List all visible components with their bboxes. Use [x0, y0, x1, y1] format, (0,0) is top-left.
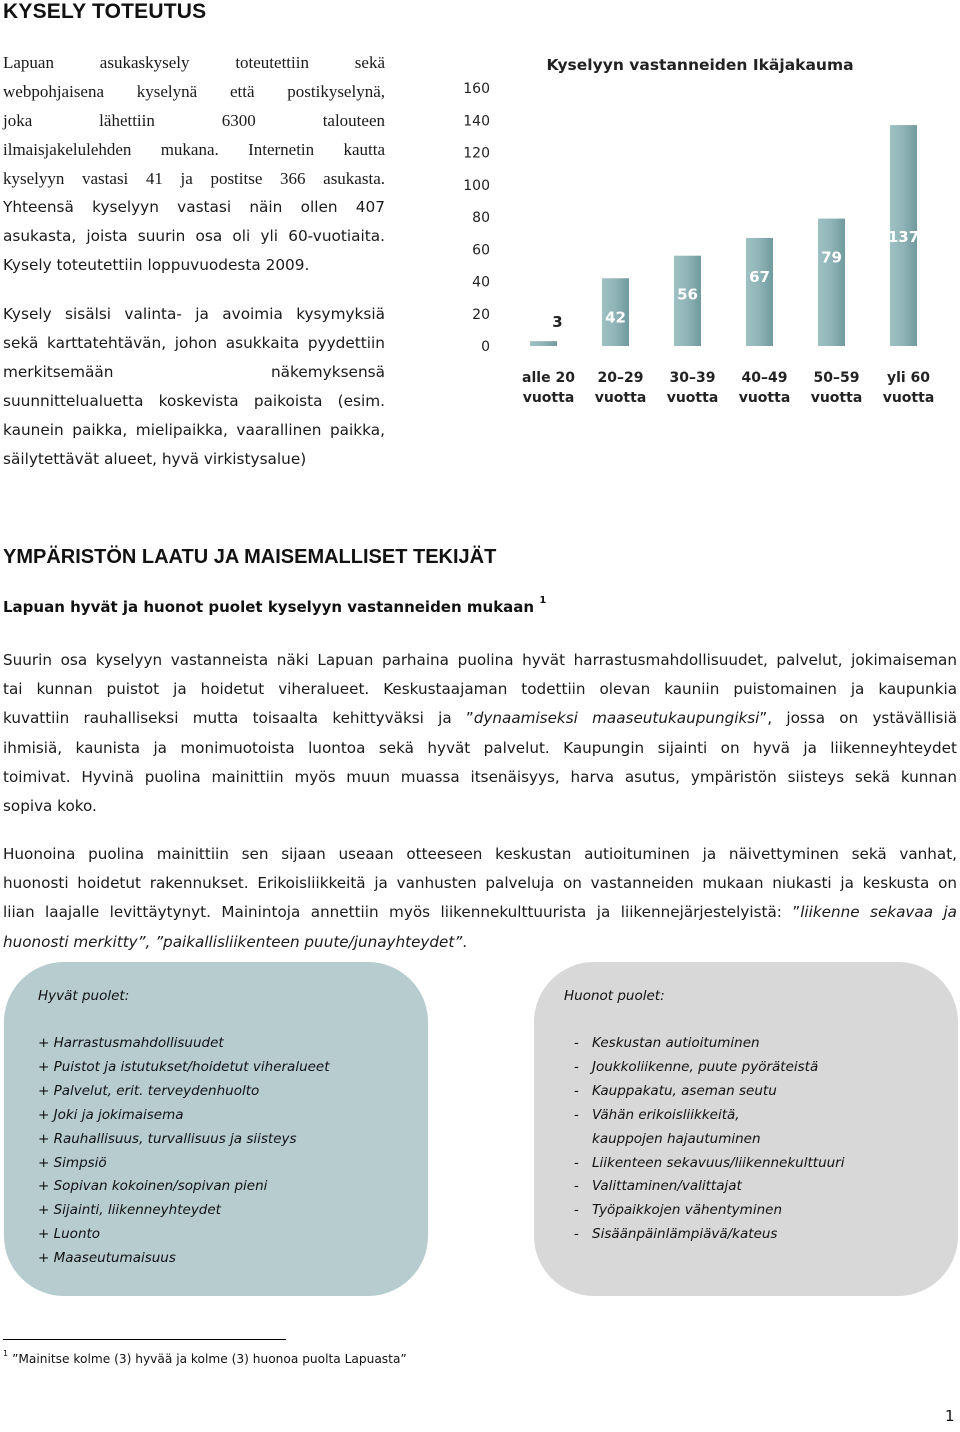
text-line: Yhteensä kyselyyn vastasi näin ollen 407	[3, 198, 385, 216]
dash-bullet: -	[574, 1202, 579, 1219]
bad-item	[574, 1152, 845, 1176]
x-tick-label: 50–59	[813, 370, 860, 386]
text-line: joka lähettiin 6300 talouteen	[3, 111, 385, 130]
subheading-text: Lapuan hyvät ja huonot puolet kyselyyn vastanneiden mukaan	[3, 598, 535, 616]
intro-paragraph-1	[3, 48, 385, 280]
x-tick-label: vuotta	[882, 390, 935, 406]
text-line: huonosti hoidetut rakennukset. Erikoisliikkeitä ja vanhusten palveluja on vastanneiden mukaan niukasti ja keskusta on	[3, 874, 957, 893]
x-tick-label: vuotta	[810, 390, 863, 406]
body-paragraph-2	[3, 840, 957, 957]
bad-sides-box	[534, 962, 958, 1296]
text-line: merkitsemään näkemyksensä	[3, 363, 385, 381]
footnote	[3, 1351, 407, 1366]
bad-item	[574, 1080, 845, 1104]
text-line	[3, 704, 957, 733]
x-tick-label: vuotta	[522, 390, 575, 406]
bad-item	[574, 1175, 845, 1199]
good-item: + Luonto	[38, 1226, 101, 1243]
x-tick-label: vuotta	[594, 390, 647, 406]
text-line: sekä karttatehtävän, johon asukkaita pyydettiin	[3, 334, 385, 352]
bar	[818, 219, 845, 346]
x-tick-label: yli 60	[886, 370, 931, 386]
good-sides-box	[4, 962, 428, 1296]
bad-item-text: Liikenteen sekavuus/liikennekulttuuri	[592, 1154, 845, 1171]
text-line: webpohjaisena kyselynä että postikyselynä,	[3, 82, 385, 101]
chart-title: Kyselyyn vastanneiden Ikäjakauma	[546, 56, 854, 74]
text-line	[3, 898, 957, 927]
text-segment: ”, jossa on ystävällisiä	[759, 709, 957, 728]
good-item: + Joki ja jokimaisema	[38, 1106, 184, 1123]
x-tick-label: 40–49	[741, 370, 788, 386]
bad-item-text: Joukkoliikenne, puute pyöräteistä	[592, 1058, 819, 1075]
text-line: säilytettävät alueet, hyvä virkistysalue)	[3, 450, 307, 468]
good-sides-title: Hyvät puolet:	[38, 988, 130, 1004]
text-line: ilmaisjakelulehden mukana. Internetin kautta	[3, 140, 385, 159]
bad-item	[574, 1056, 845, 1080]
text-segment: .	[462, 932, 468, 951]
text-line: sopiva koko.	[3, 797, 97, 816]
x-tick-label: alle 20	[522, 370, 575, 386]
text-line: suunnittelualuetta koskevista paikoista (esim.	[3, 392, 385, 410]
italic-quote: liikenne sekavaa ja	[800, 903, 957, 922]
text-line: Kysely sisälsi valinta- ja avoimia kysymyksiä	[3, 305, 385, 323]
bad-item-text: Sisäänpäinlämpiävä/kateus	[592, 1226, 778, 1243]
y-tick-label: 120	[463, 145, 490, 162]
y-tick-label: 0	[481, 339, 490, 355]
text-line: toimivat. Hyvinä puolina mainittiin myös muun muassa itsenäisyys, harva asutus, ympäristön siisteys sekä kunnan	[3, 767, 957, 786]
x-tick-label: vuotta	[738, 390, 791, 406]
good-item: + Puistot ja istutukset/hoidetut viheralueet	[38, 1058, 330, 1075]
data-label: 42	[605, 308, 626, 327]
dash-bullet: -	[574, 1178, 579, 1195]
footnote-divider	[3, 1339, 286, 1340]
text-line: tai kunnan puistot ja hoidetut viheralueet. Keskustaajaman todettiin olevan kauniin puistomainen ja kaupunkia	[3, 680, 957, 699]
text-line: Kysely toteutettiin loppuvuodesta 2009.	[3, 256, 310, 274]
text-line: Suurin osa kyselyyn vastanneista näki Lapuan parhaina puolina hyvät harrastusmahdollisuudet, palvelut, jokimaiseman	[3, 651, 957, 669]
text-segment: kuvattiin rauhalliseksi mutta toisaalta kehittyväksi ja ”	[3, 709, 474, 728]
bad-item	[574, 1223, 845, 1247]
y-tick-label: 140	[463, 113, 490, 130]
text-line: Huonoina puolina mainittiin sen sijaan useaan otteeseen keskustan autioituminen ja näivettyminen sekä vanhat,	[3, 845, 957, 863]
y-tick-label: 100	[463, 177, 490, 194]
data-label: 3	[552, 313, 563, 332]
age-distribution-chart	[440, 48, 950, 418]
text-line: Lapuan asukaskysely toteutettiin sekä	[3, 53, 385, 72]
dash-bullet: -	[574, 1154, 579, 1171]
bad-item-text: Työpaikkojen vähentyminen	[592, 1202, 782, 1219]
subheading	[3, 595, 547, 616]
section-heading-ymparisto: YMPÄRISTÖN LAATU JA MAISEMALLISET TEKIJÄT	[3, 546, 497, 568]
bad-item-text: Vähän erikoisliikkeitä, kauppojen hajautuminen	[592, 1106, 761, 1147]
dash-bullet: -	[574, 1226, 579, 1243]
y-tick-label: 20	[472, 306, 490, 323]
good-item: + Simpsiö	[38, 1154, 107, 1171]
y-tick-label: 60	[472, 242, 490, 259]
good-item: + Sopivan kokoinen/sopivan pieni	[38, 1178, 268, 1195]
section-heading-kysely-toteutus: KYSELY TOTEUTUS	[3, 0, 207, 23]
x-tick-label: 20–29	[597, 370, 644, 386]
data-label: 137	[887, 228, 920, 247]
good-item: + Maaseutumaisuus	[38, 1250, 176, 1267]
data-label: 79	[821, 248, 842, 267]
x-tick-label: vuotta	[666, 390, 719, 406]
bad-item	[574, 1104, 814, 1152]
italic-quote: dynaamiseksi maaseutukaupungiksi	[473, 709, 760, 728]
bar	[746, 238, 773, 346]
dash-bullet: -	[574, 1106, 579, 1123]
y-tick-label: 80	[472, 210, 490, 226]
bad-item	[574, 1032, 845, 1056]
text-line	[3, 928, 957, 957]
good-item: + Palvelut, erit. terveydenhuolto	[38, 1082, 260, 1099]
bad-sides-title: Huonot puolet:	[564, 988, 665, 1004]
bad-item-text: Keskustan autioituminen	[592, 1035, 760, 1051]
dash-bullet: -	[574, 1035, 579, 1051]
data-label: 67	[749, 267, 770, 286]
intro-paragraph-2	[3, 300, 385, 474]
bad-item	[574, 1199, 845, 1223]
good-item: + Harrastusmahdollisuudet	[38, 1035, 224, 1051]
footnote-mark: 1	[3, 1349, 9, 1358]
bad-item-text: Valittaminen/valittajat	[592, 1178, 742, 1195]
text-line: asukasta, joista suurin osa oli yli 60-vuotiaita.	[3, 227, 385, 245]
dash-bullet: -	[574, 1082, 579, 1099]
y-tick-label: 40	[472, 274, 490, 291]
page-number: 1	[945, 1407, 955, 1425]
text-line: kaunein paikka, mielipaikka, vaarallinen paikka,	[3, 421, 385, 439]
italic-quote: huonosti merkitty”, ”paikallisliikenteen puute/junayhteydet”	[3, 932, 463, 951]
text-segment: liian laajalle levittäytynyt. Mainintoja annettiin myös liikennekulttuurista ja liikennejärjestelyistä: ”	[3, 903, 801, 922]
bad-sides-list	[574, 1032, 845, 1247]
footnote-ref: 1	[539, 595, 547, 606]
text-line: kyselyyn vastasi 41 ja postitse 366 asukasta.	[3, 169, 385, 188]
text-line: ihmisiä, kaunista ja monimuotoista luontoa sekä hyvät palvelut. Kaupungin sijainti on hyvä ja liikenneyhteydet	[3, 738, 957, 757]
x-tick-label: 30–39	[669, 370, 716, 386]
footnote-text: ”Mainitse kolme (3) hyvää ja kolme (3) huonoa puolta Lapuasta”	[12, 1352, 407, 1367]
y-tick-label: 160	[463, 81, 490, 97]
bar	[530, 341, 557, 346]
good-sides-list	[38, 1032, 330, 1271]
bad-item-text: Kauppakatu, aseman seutu	[592, 1082, 777, 1099]
dash-bullet: -	[574, 1058, 579, 1075]
data-label: 56	[677, 285, 698, 304]
good-item: + Rauhallisuus, turvallisuus ja siisteys	[38, 1130, 297, 1147]
body-paragraph-1	[3, 646, 957, 821]
good-item: + Sijainti, liikenneyhteydet	[38, 1202, 221, 1219]
